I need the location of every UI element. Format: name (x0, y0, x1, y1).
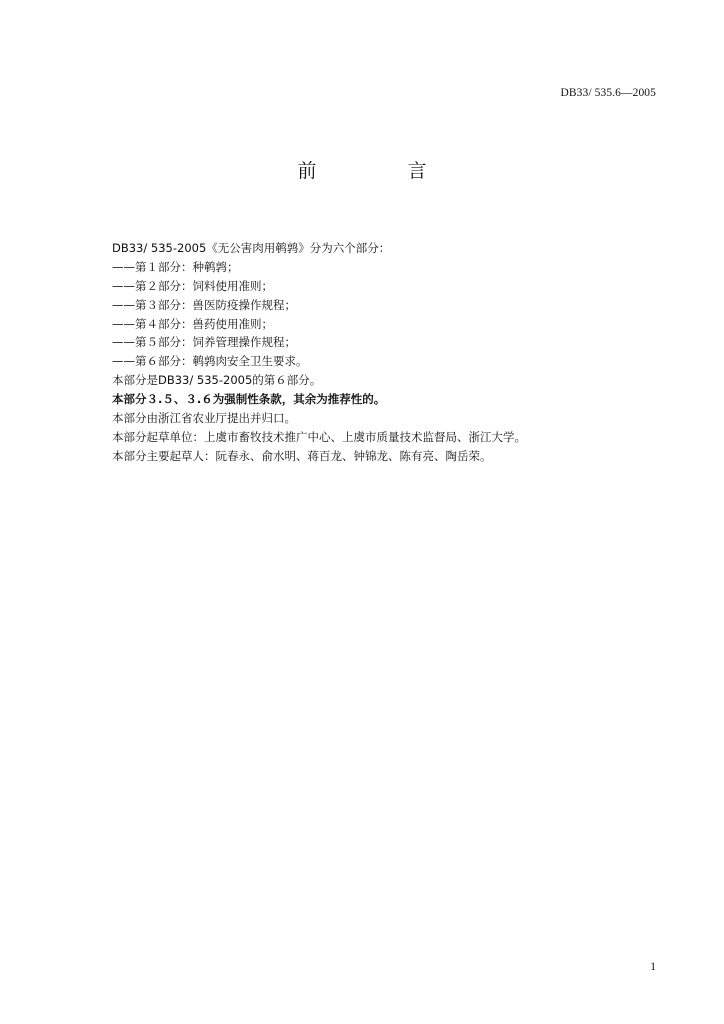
drafting-units-line: 本部分起草单位：上虞市畜牧技术推广中心、上虞市质量技术监督局、浙江大学。 (112, 429, 526, 444)
drafters-line: 本部分主要起草人：阮春永、俞水明、蒋百龙、钟锦龙、陈有亮、陶岳荣。 (112, 448, 492, 463)
proposer-line: 本部分由浙江省农业厅提出并归口。 (112, 411, 296, 426)
page-number: 1 (650, 961, 656, 973)
part-6-line: ——第６部分：鹌鹑肉安全卫生要求。 (112, 354, 308, 369)
part-5-line: ——第５部分：饲养管理操作规程； (112, 335, 296, 350)
mandatory-clauses-line: 本部分３.５、３.６为强制性条款，其余为推荐性的。 (112, 392, 386, 407)
this-part-line: 本部分是DB33/ 535-2005的第６部分。 (112, 373, 322, 388)
document-code: DB33/ 535.6—2005 (560, 87, 656, 99)
intro-line: DB33/ 535-2005《无公害肉用鹌鹑》分为六个部分： (112, 241, 391, 255)
page-title: 前 言 (297, 160, 463, 182)
foreword-body (112, 239, 672, 466)
part-3-line: ——第３部分：兽医防疫操作规程； (112, 297, 296, 312)
part-4-line: ——第４部分：兽药使用准则； (112, 316, 273, 331)
part-1-line: ——第１部分：种鹌鹑； (112, 259, 239, 274)
part-2-line: ——第２部分：饲料使用准则； (112, 278, 273, 293)
